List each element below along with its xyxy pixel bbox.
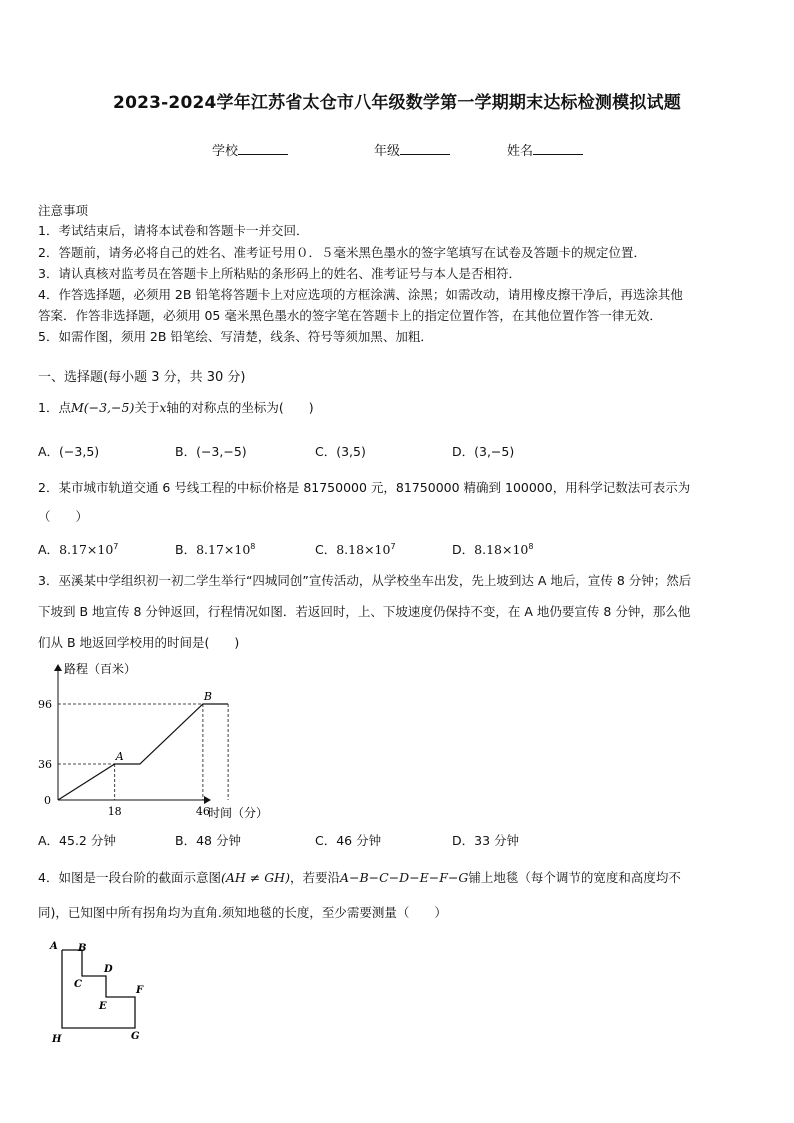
q2-a-exp: 7 xyxy=(113,541,119,551)
note-item: 2．答题前，请务必将自己的姓名、准考证号用０．５毫米黑色墨水的签字笔填写在试卷及答题卡的规定位置． xyxy=(38,245,646,260)
x-tick-label: 46 xyxy=(195,805,210,818)
q4-cond: (AH ≠ GH) xyxy=(220,870,290,885)
q1-point: M(−3,−5) xyxy=(70,400,135,415)
note-item: 1．考试结束后，请将本试卷和答题卡一并交回． xyxy=(38,223,309,238)
q2-b-label: B． xyxy=(175,542,197,557)
note-item: 4．作答选择题，必须用 2B 铅笔将答题卡上对应选项的方框涂满、涂黑；如需改动，请用橡皮擦干净后，再选涂其他 xyxy=(38,287,683,302)
stair-label-c: C xyxy=(74,979,82,990)
stair-label-h: H xyxy=(52,1034,62,1045)
question-3-line2: 下坡到 B 地宣传 8 分钟返回，行程情况如图．若返回时，上、下坡速度仍保持不变，在 A 地仍要宣传 8 分钟，那么他 xyxy=(38,604,691,619)
name-blank xyxy=(533,142,583,155)
q3-option-b: B．48 分钟 xyxy=(175,833,241,848)
q1-option-c: C．(3,5) xyxy=(315,444,366,459)
note-item: 答案．作答非选择题，必须用 05 毫米黑色墨水的签字笔在答题卡上的指定位置作答，在其他位置作答一律无效． xyxy=(38,308,662,323)
stair-label-b: B xyxy=(78,943,87,954)
q1-option-d: D．(3,−5) xyxy=(452,444,515,459)
grade-label: 年级 xyxy=(374,144,401,159)
q4-post: 铺上地毯（每个调节的宽度和高度均不 xyxy=(468,870,681,885)
question-2-line2: （ ） xyxy=(38,509,89,524)
point-label-a: A xyxy=(115,750,124,763)
q2-option-d xyxy=(452,540,533,558)
stair-label-a: A xyxy=(50,941,58,952)
q2-c-exp: 7 xyxy=(390,541,396,551)
stair-label-f: F xyxy=(136,985,144,996)
school-field xyxy=(212,140,288,159)
q2-a-label: A． xyxy=(38,542,60,557)
q4-path: A−B−C−D−E−F−G xyxy=(339,870,469,885)
q2-option-b xyxy=(175,540,255,558)
question-2-line1: 2．某市城市轨道交通 6 号线工程的中标价格是 81750000 元，81750000 精确到 100000，用科学记数法可表示为 xyxy=(38,480,691,495)
q1-option-a: A．(−3,5) xyxy=(38,444,100,459)
q3-option-a: A．45.2 分钟 xyxy=(38,833,116,848)
q2-option-c xyxy=(315,540,396,558)
question-4-line2: 同)，已知图中所有拐角均为直角.须知地毯的长度，至少需要测量（ ） xyxy=(38,905,447,920)
grade-blank xyxy=(400,142,450,155)
stair-label-g: G xyxy=(131,1031,140,1042)
q4-mid: ，若要沿 xyxy=(289,870,340,885)
stairs-outline xyxy=(62,950,135,1028)
q2-b-base: 8.17×10 xyxy=(196,542,251,557)
q2-d-exp: 8 xyxy=(528,541,534,551)
stair-label-e: E xyxy=(99,1001,107,1012)
q2-b-exp: 8 xyxy=(250,541,256,551)
question-3-line3: 们从 B 地返回学校用的时间是( ) xyxy=(38,635,240,650)
question-1 xyxy=(38,399,314,417)
name-label: 姓名 xyxy=(507,144,534,159)
x-axis-label: 时间（分） xyxy=(208,806,269,820)
q2-d-label: D． xyxy=(452,542,475,557)
note-item: 5．如需作图，须用 2B 铅笔绘、写清楚，线条、符号等须加黑、加粗． xyxy=(38,329,433,344)
q1-mid: 关于 xyxy=(134,400,160,415)
q1-axis: x xyxy=(159,400,167,415)
q1-pre: 1．点 xyxy=(38,400,71,415)
school-label: 学校 xyxy=(212,144,239,159)
q4-pre: 4．如图是一段台阶的截面示意图 xyxy=(38,870,221,885)
y-axis-label: 路程（百米） xyxy=(64,662,137,676)
school-blank xyxy=(238,142,288,155)
q3-option-c: C．46 分钟 xyxy=(315,833,382,848)
q2-a-base: 8.17×10 xyxy=(59,542,114,557)
q1-post: 轴的对称点的坐标为( ) xyxy=(166,400,314,415)
name-field xyxy=(507,140,583,159)
section-heading: 一、选择题(每小题 3 分，共 30 分) xyxy=(38,370,246,385)
y-tick-label: 36 xyxy=(38,758,52,771)
grade-field xyxy=(374,140,450,159)
note-item: 3．请认真核对监考员在答题卡上所粘贴的条形码上的姓名、准考证号与本人是否相符． xyxy=(38,266,521,281)
x-tick-label: 18 xyxy=(107,805,122,818)
y-tick-label: 96 xyxy=(38,698,52,711)
question-3-line1: 3．巫溪某中学组织初一初二学生举行“四城同创”宣传活动，从学校坐车出发，先上坡到达 A 地后，宣传 8 分钟；然后 xyxy=(38,573,692,588)
point-label-b: B xyxy=(203,690,212,703)
exam-title: 2023-2024学年江苏省太仓市八年级数学第一学期期末达标检测模拟试题 xyxy=(113,93,681,113)
q3-option-d: D．33 分钟 xyxy=(452,833,520,848)
q1-option-b: B．(−3,−5) xyxy=(175,444,247,459)
q2-option-a xyxy=(38,540,118,558)
q2-d-base: 8.18×10 xyxy=(474,542,529,557)
q2-c-base: 8.18×10 xyxy=(336,542,391,557)
distance-time-chart xyxy=(30,655,280,825)
origin-tick-label: 0 xyxy=(44,794,51,807)
notes-heading: 注意事项 xyxy=(38,203,89,218)
question-4-line1 xyxy=(38,869,681,887)
q2-c-label: C． xyxy=(315,542,337,557)
stair-label-d: D xyxy=(104,964,113,975)
stairs-diagram xyxy=(44,938,164,1053)
